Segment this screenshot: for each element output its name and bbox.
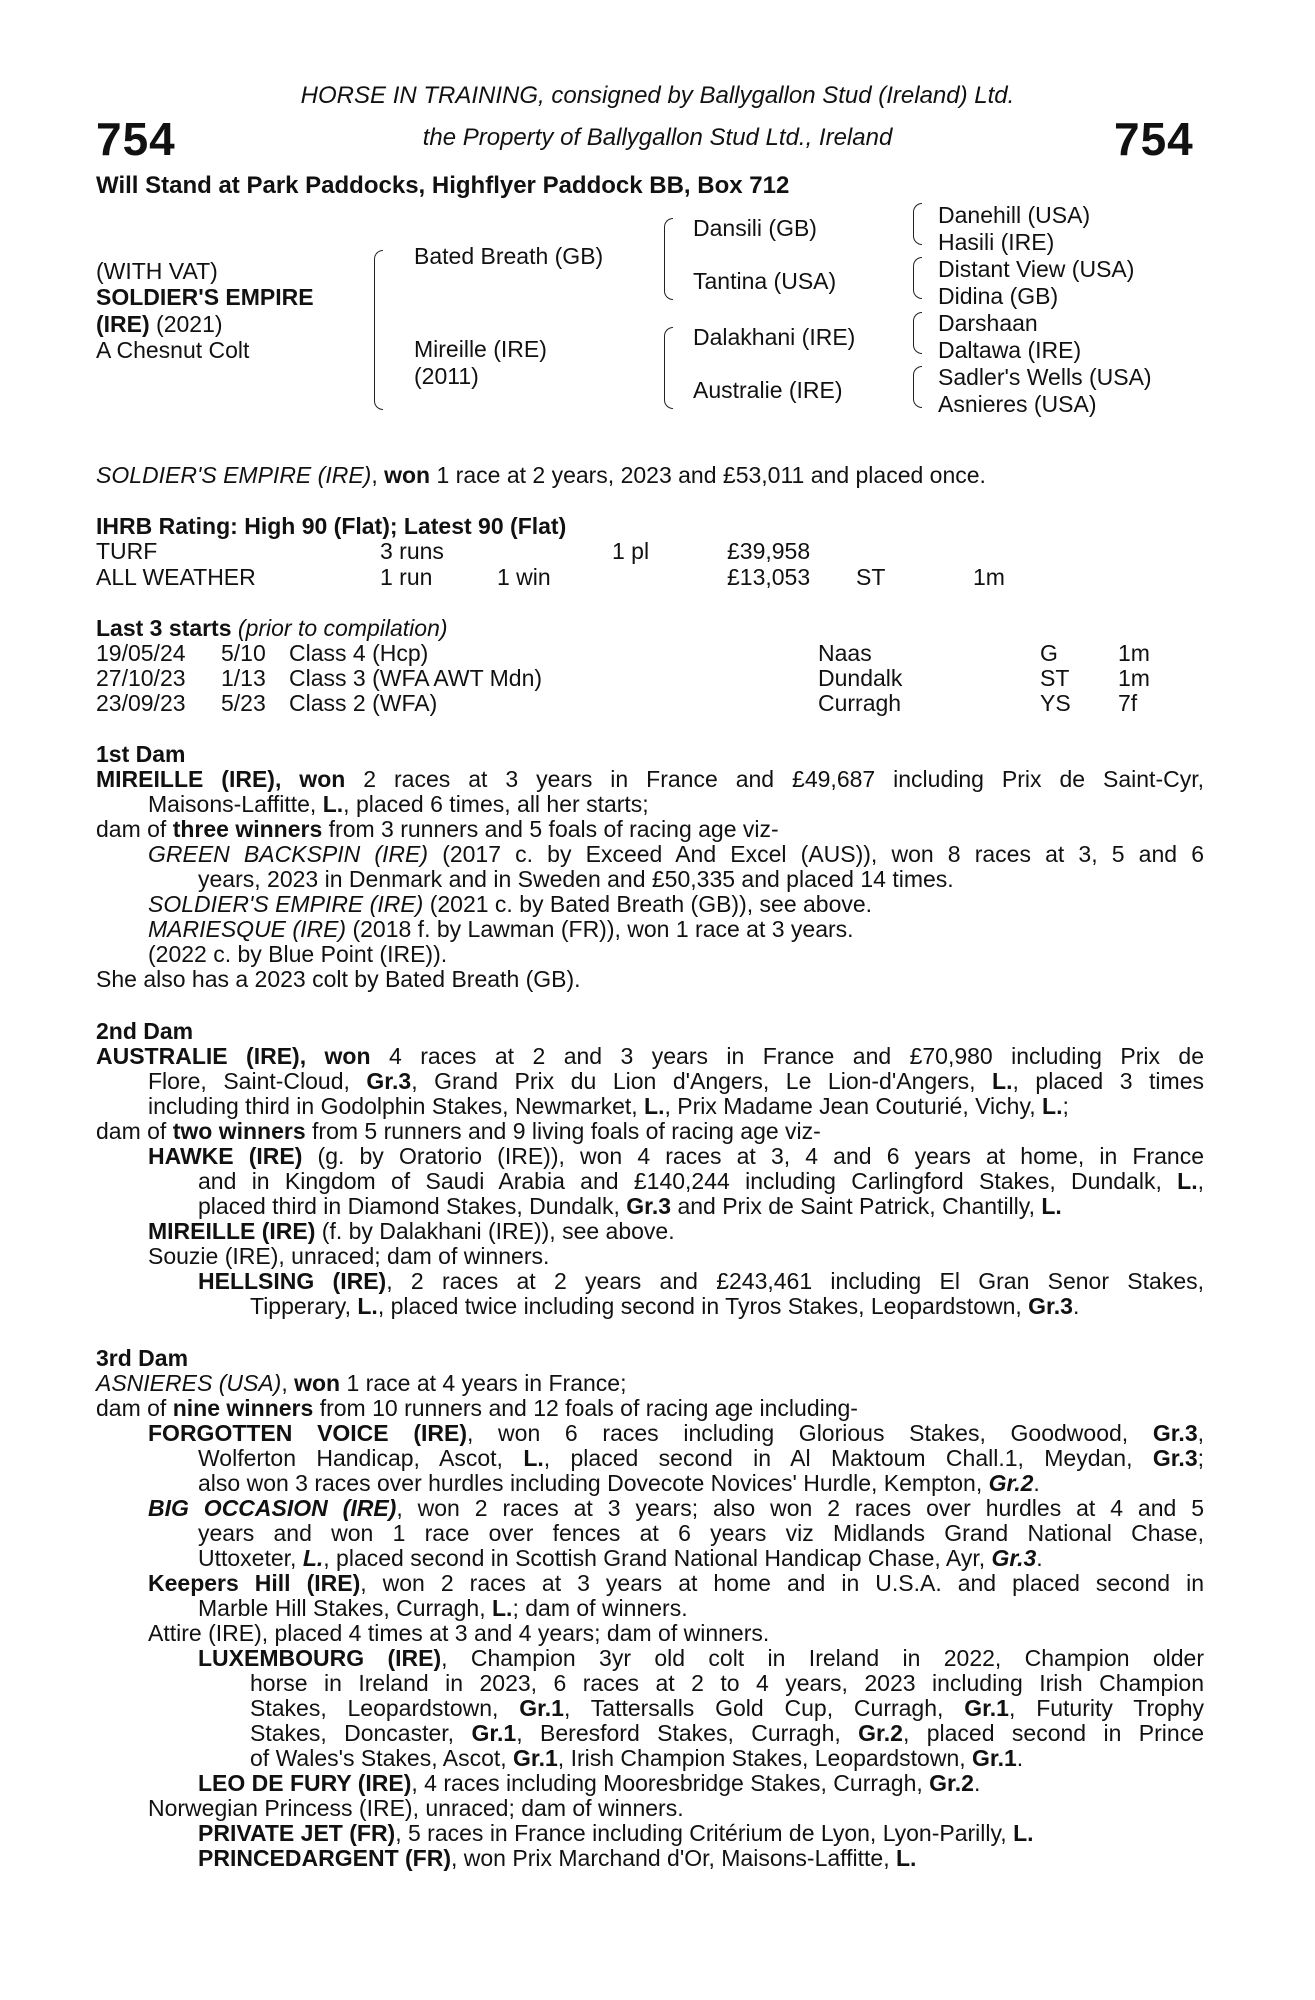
- sire-name: Bated Breath (GB): [414, 243, 604, 269]
- last-starts-title: Last 3 starts (prior to compilation): [96, 615, 448, 641]
- text-line: Stakes, Leopardstown, Gr.1, Tattersalls Gold Cup, Curragh, Gr.1, Futurity Trophy: [250, 1695, 1204, 1721]
- section-heading: 2nd Dam: [96, 1018, 194, 1044]
- start-distance: 7f: [1118, 690, 1138, 716]
- race-summary: SOLDIER'S EMPIRE (IRE), won 1 race at 2 years, 2023 and £53,011 and placed once.: [96, 462, 986, 488]
- sire-dam: Tantina (USA): [693, 268, 837, 294]
- start-course: Curragh: [818, 690, 902, 716]
- text-line: Wolferton Handicap, Ascot, L., placed second in Al Maktoum Chall.1, Meydan, Gr.3;: [198, 1445, 1205, 1471]
- text-line: (2022 c. by Blue Point (IRE)).: [148, 941, 448, 967]
- brace-icon: [913, 312, 922, 354]
- section-heading: 3rd Dam: [96, 1345, 189, 1371]
- text-line: MARIESQUE (IRE) (2018 f. by Lawman (FR)), won 1 race at 3 years.: [148, 916, 854, 942]
- text-line: AUSTRALIE (IRE), won 4 races at 2 and 3 years in France and £70,980 including Prix de: [96, 1043, 1205, 1069]
- brace-icon: [913, 203, 922, 245]
- horse-sex-colour: A Chesnut Colt: [96, 337, 250, 363]
- start-date: 27/10/23: [96, 665, 186, 691]
- text-line: HAWKE (IRE) (g. by Oratorio (IRE)), won 4 races at 3, 4 and 6 years at home, in France: [148, 1143, 1204, 1169]
- consignor-line: HORSE IN TRAINING, consigned by Ballygallon Stud (Ireland) Ltd.: [300, 82, 1015, 109]
- text-line: dam of three winners from 3 runners and 5 foals of racing age viz-: [96, 816, 779, 842]
- horse-name: SOLDIER'S EMPIRE: [96, 284, 314, 310]
- rating-distance: 1m: [973, 564, 1005, 590]
- start-going: ST: [1040, 665, 1070, 691]
- text-line: and in Kingdom of Saudi Arabia and £140,244 including Carlingford Stakes, Dundalk, L.,: [198, 1168, 1204, 1194]
- lot-number-right: 754: [1114, 113, 1194, 165]
- text-line: dam of two winners from 5 runners and 9 living foals of racing age viz-: [96, 1118, 821, 1144]
- text-line: LEO DE FURY (IRE), 4 races including Mooresbridge Stakes, Curragh, Gr.2.: [198, 1770, 981, 1796]
- lot-number-left: 754: [96, 113, 176, 165]
- text-line: HELLSING (IRE), 2 races at 2 years and £243,461 including El Gran Senor Stakes,: [198, 1268, 1204, 1294]
- text-line: Souzie (IRE), unraced; dam of winners.: [148, 1243, 550, 1269]
- stand-location: Will Stand at Park Paddocks, Highflyer Paddock BB, Box 712: [96, 172, 790, 199]
- rating-placed: 1 pl: [612, 538, 650, 564]
- section-heading: 1st Dam: [96, 741, 186, 767]
- brace-icon: [664, 327, 673, 409]
- rating-money: £39,958: [727, 538, 811, 564]
- start-date: 19/05/24: [96, 640, 186, 666]
- rating-runs: 1 run: [380, 564, 433, 590]
- text-line: PRINCEDARGENT (FR), won Prix Marchand d'Or, Maisons-Laffitte, L.: [198, 1845, 917, 1871]
- text-line: MIREILLE (IRE) (f. by Dalakhani (IRE)), see above.: [148, 1218, 675, 1244]
- text-line: Keepers Hill (IRE), won 2 races at 3 years at home and in U.S.A. and placed second in: [148, 1570, 1204, 1596]
- text-line: Flore, Saint-Cloud, Gr.3, Grand Prix du Lion d'Angers, Le Lion-d'Angers, L., placed 3 times: [148, 1068, 1204, 1094]
- horse-name-suffix: (IRE) (2021): [96, 311, 223, 337]
- brace-icon: [664, 218, 673, 300]
- text-line: LUXEMBOURG (IRE), Champion 3yr old colt in Ireland in 2022, Champion older: [198, 1645, 1204, 1671]
- text-line: Uttoxeter, L., placed second in Scottish Grand National Handicap Chase, Ayr, Gr.3.: [198, 1545, 1043, 1571]
- sire-sire: Dansili (GB): [693, 215, 817, 241]
- start-date: 23/09/23: [96, 690, 186, 716]
- start-distance: 1m: [1118, 640, 1150, 666]
- rating-surface: TURF: [96, 538, 158, 564]
- rating-runs: 3 runs: [380, 538, 444, 564]
- property-line: the Property of Ballygallon Stud Ltd., Ireland: [422, 124, 893, 151]
- start-going: G: [1040, 640, 1058, 666]
- text-line: years, 2023 in Denmark and in Sweden and £50,335 and placed 14 times.: [198, 866, 954, 892]
- text-line: Stakes, Doncaster, Gr.1, Beresford Stakes, Curragh, Gr.2, placed second in Prince: [250, 1720, 1204, 1746]
- text-line: SOLDIER'S EMPIRE (IRE) (2021 c. by Bated Breath (GB)), see above.: [148, 891, 873, 917]
- brace-icon: [913, 366, 922, 408]
- brace-icon: [374, 250, 383, 410]
- ped-sss: Danehill (USA): [938, 202, 1091, 228]
- ped-sds: Distant View (USA): [938, 256, 1135, 282]
- dam-dam: Australie (IRE): [693, 377, 843, 403]
- text-line: Marble Hill Stakes, Curragh, L.; dam of winners.: [198, 1595, 688, 1621]
- text-line: Norwegian Princess (IRE), unraced; dam of winners.: [148, 1795, 684, 1821]
- rating-going: ST: [856, 564, 886, 590]
- dam-sire: Dalakhani (IRE): [693, 324, 856, 350]
- rating-wins: 1 win: [497, 564, 551, 590]
- text-line: dam of nine winners from 10 runners and 12 foals of racing age including-: [96, 1395, 858, 1421]
- text-line: years and won 1 race over fences at 6 years viz Midlands Grand National Chase,: [198, 1520, 1204, 1546]
- rating-money: £13,053: [727, 564, 811, 590]
- start-course: Dundalk: [818, 665, 903, 691]
- brace-icon: [913, 257, 922, 299]
- dam-year: (2011): [414, 363, 479, 389]
- text-line: Attire (IRE), placed 4 times at 3 and 4 years; dam of winners.: [148, 1620, 770, 1646]
- start-distance: 1m: [1118, 665, 1150, 691]
- start-course: Naas: [818, 640, 872, 666]
- text-line: horse in Ireland in 2023, 6 races at 2 to 4 years, 2023 including Irish Champion: [250, 1670, 1204, 1696]
- ped-ddd: Asnieres (USA): [938, 391, 1097, 417]
- text-line: Tipperary, L., placed twice including second in Tyros Stakes, Leopardstown, Gr.3.: [250, 1293, 1080, 1319]
- text-line: of Wales's Stakes, Ascot, Gr.1, Irish Champion Stakes, Leopardstown, Gr.1.: [250, 1745, 1024, 1771]
- start-going: YS: [1040, 690, 1071, 716]
- start-class: Class 3 (WFA AWT Mdn): [289, 665, 543, 691]
- ped-dsd: Daltawa (IRE): [938, 337, 1082, 363]
- ped-dds: Sadler's Wells (USA): [938, 364, 1152, 390]
- text-line: MIREILLE (IRE), won 2 races at 3 years in France and £49,687 including Prix de Saint-Cyr,: [96, 766, 1204, 792]
- start-class: Class 2 (WFA): [289, 690, 438, 716]
- text-line: GREEN BACKSPIN (IRE) (2017 c. by Exceed And Excel (AUS)), won 8 races at 3, 5 and 6: [148, 841, 1204, 867]
- text-line: BIG OCCASION (IRE), won 2 races at 3 years; also won 2 races over hurdles at 4 and 5: [148, 1495, 1205, 1521]
- text-line: also won 3 races over hurdles including Dovecote Novices' Hurdle, Kempton, Gr.2.: [198, 1470, 1040, 1496]
- vat-note: (WITH VAT): [96, 258, 218, 284]
- text-line: She also has a 2023 colt by Bated Breath (GB).: [96, 966, 581, 992]
- ped-sdd: Didina (GB): [938, 283, 1059, 309]
- text-line: ASNIERES (USA), won 1 race at 4 years in France;: [96, 1370, 627, 1396]
- start-position: 5/23: [221, 690, 266, 716]
- ped-ssd: Hasili (IRE): [938, 229, 1055, 255]
- rating-title: IHRB Rating: High 90 (Flat); Latest 90 (Flat): [96, 513, 567, 539]
- ped-dss: Darshaan: [938, 310, 1038, 336]
- text-line: Maisons-Laffitte, L., placed 6 times, all her starts;: [148, 791, 649, 817]
- dam-name: Mireille (IRE): [414, 336, 547, 362]
- start-class: Class 4 (Hcp): [289, 640, 429, 666]
- start-position: 1/13: [221, 665, 266, 691]
- text-line: PRIVATE JET (FR), 5 races in France including Critérium de Lyon, Lyon-Parilly, L.: [198, 1820, 1034, 1846]
- text-line: FORGOTTEN VOICE (IRE), won 6 races including Glorious Stakes, Goodwood, Gr.3,: [148, 1420, 1205, 1446]
- rating-surface: ALL WEATHER: [96, 564, 256, 590]
- start-position: 5/10: [221, 640, 266, 666]
- text-line: placed third in Diamond Stakes, Dundalk, Gr.3 and Prix de Saint Patrick, Chantilly, L.: [198, 1193, 1062, 1219]
- text-line: including third in Godolphin Stakes, Newmarket, L., Prix Madame Jean Couturié, Vichy, L.;: [148, 1093, 1069, 1119]
